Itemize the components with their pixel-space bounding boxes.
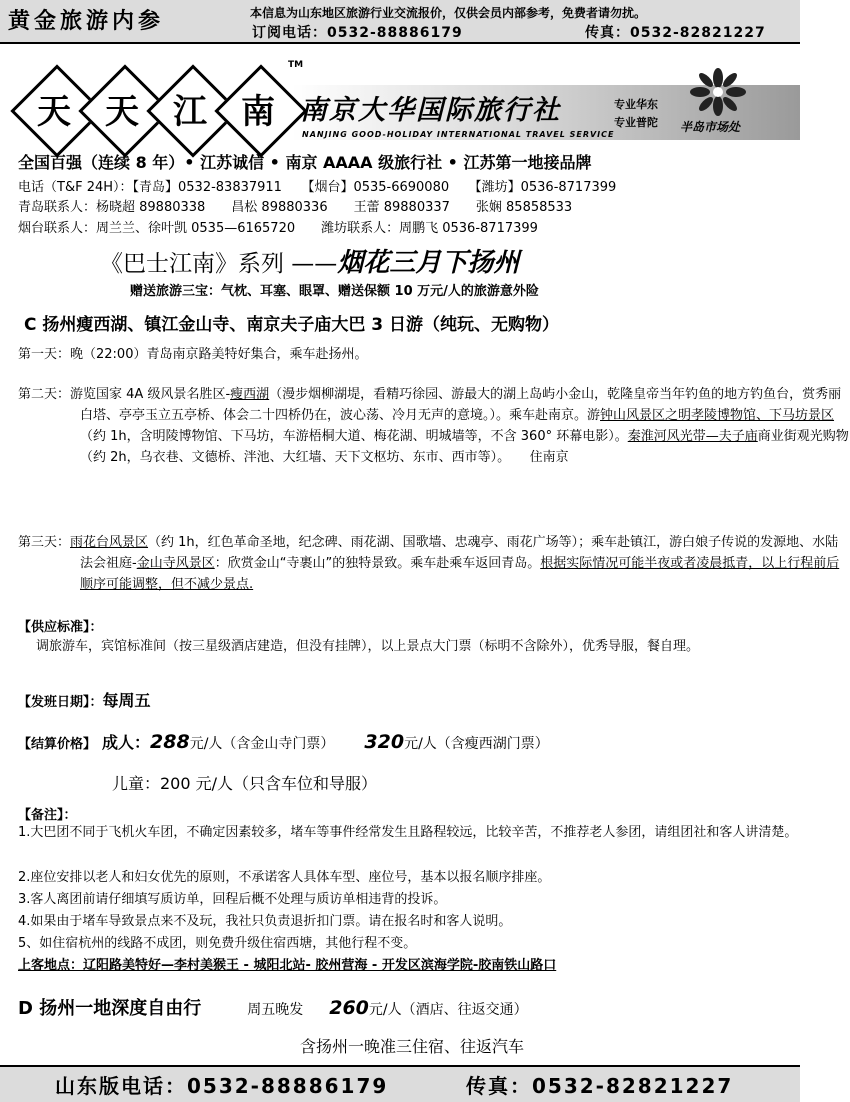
company-name-en: NANJING GOOD-HOLIDAY INTERNATIONAL TRAVEL SERVICE xyxy=(302,130,615,139)
note-item: 4.如果由于堵车导致景点来不及玩，我社只负责退折扣门票。请在报名时和客人说明。 xyxy=(18,914,512,929)
pricing-child: 儿童：200 元/人（只含车位和导服） xyxy=(112,774,378,793)
partner-name: 半岛市场处 xyxy=(680,120,741,134)
tagline-putuo: 专业普陀 xyxy=(614,116,658,129)
day2-spot: 钟山风景区之明孝陵博物馆、下马坊景区 xyxy=(600,408,835,423)
day3-spot: 雨花台风景区 xyxy=(70,535,149,550)
company-name: 南京大华国际旅行社 xyxy=(300,95,561,126)
tour-d-title: D 扬州一地深度自由行 xyxy=(18,998,202,1019)
day2-spot: 秦淮河风光带—夫子庙 xyxy=(627,429,758,444)
footer-phone: 山东版电话：0532-88886179 xyxy=(55,1074,389,1098)
day1: 第一天：晚（22:00）青岛南京路美特好集合，乘车赴扬州。 xyxy=(18,347,368,362)
tour-d-includes: 含扬州一晚准三住宿、往返汽车 xyxy=(300,1037,525,1056)
day2: 第二天：游览国家 4A 级风景名胜区-瘦西湖（漫步烟柳湖堤，看精巧徐园、游最大的湖上岛屿小金山，乾隆皇帝当年钓鱼的地方钓鱼台，赏秀丽白塔、亭亭玉立五亭桥、体会二十四桥仍在，波心荡、冷月无声的意境。）。乘车赴南京。游钟山风景区之明孝陵博物馆、下马坊景区（约 1h，含明陵博物馆、下马坊，车游梧桐大道、梅花湖、明城墙等，不含 360° 环幕电影）。秦淮河风光带—夫子庙商业街观光购物（约 2h，乌衣巷、文德桥、泮池、大红墙、天下文枢坊、东市、西市等）。 住南京 xyxy=(18,387,849,465)
day2-label: 第二天： xyxy=(18,387,71,402)
pickup-points: 上客地点：辽阳路美特好—李村美猴王 - 城阳北站- 胶州营海 - 开发区滨海学院-胶南铁山路口 xyxy=(18,958,557,973)
tagline-east-china: 专业华东 xyxy=(614,98,658,111)
header-phone: 订阅电话：0532-88886179 xyxy=(252,25,463,41)
tour-d-price: 260 xyxy=(329,997,369,1019)
header-notice: 本信息为山东地区旅游行业交流报价，仅供会员内部参考，免费者请勿扰。 xyxy=(250,6,647,20)
series-title: 烟花三月下扬州 xyxy=(337,248,520,278)
notes-label: 【备注】： xyxy=(18,808,77,823)
brand-char: 天 xyxy=(105,92,139,132)
day2-spot: 瘦西湖 xyxy=(230,387,270,402)
brand-char: 江 xyxy=(173,92,207,132)
phones-line: 电话（T&F 24H）：【青岛】0532-83837911 【烟台】0535-6690080 【潍坊】0536-8717399 xyxy=(18,180,617,195)
flower-icon xyxy=(690,68,746,116)
brand-char: 南 xyxy=(241,92,275,132)
departure: 【发班日期】：每周五 xyxy=(18,691,151,710)
qingdao-contacts: 青岛联系人：杨晓超 89880338 昌松 89880336 王蕾 89880337 张娴 85858533 xyxy=(18,200,573,215)
series-heading xyxy=(100,242,519,279)
gift-line: 赠送旅游三宝：气枕、耳塞、眼罩、赠送保额 10 万元/人的旅游意外险 xyxy=(130,284,539,299)
tour-d: D 扬州一地深度自由行 周五晚发 260元/人（酒店、往返交通） xyxy=(18,997,528,1019)
header-fax: 传真：0532-82821227 xyxy=(585,25,766,41)
adult-price: 320 xyxy=(364,731,405,753)
day3-label: 第三天： xyxy=(18,535,71,550)
pricing-adult: 【结算价格】 成人：288元/人（含金山寺门票） 320元/人（含瘦西湖门票） xyxy=(18,731,549,753)
supply-label: 【供应标准】： xyxy=(18,620,103,635)
note-item: 5、如住宿杭州的线路不成团，则免费升级住宿西塘，其他行程不变。 xyxy=(18,936,417,951)
tour-c-title: C 扬州瘦西湖、镇江金山寺、南京夫子庙大巴 3 日游（纯玩、无购物） xyxy=(24,315,560,335)
honors-line: 全国百强（连续 8 年）• 江苏诚信 • 南京 AAAA 级旅行社 • 江苏第一地接品牌 xyxy=(18,153,592,172)
day3-spot: 金山寺风景区 xyxy=(136,556,215,571)
note-item: 3.客人离团前请仔细填写质访单，回程后概不处理与质访单相违背的投诉。 xyxy=(18,892,447,907)
supply-text: 调旅游车，宾馆标准间（按三星级酒店建造，但没有挂牌），以上景点大门票（标明不含除外），优秀导服，餐自理。 xyxy=(36,639,700,654)
brand-logo xyxy=(12,68,302,148)
note-item: 1.大巴团不同于飞机火车团，不确定因素较多，堵车等事件经常发生且路程较远，比较辛苦，不推荐老人参团，请组团社和客人讲清楚。 xyxy=(18,825,798,840)
departure-value: 每周五 xyxy=(102,691,151,710)
day3-note: 根据实际情况可能半夜或者凌晨抵青，以上行程前后顺序可能调整，但不减少景点. xyxy=(80,556,840,592)
adult-price: 288 xyxy=(150,731,190,753)
day3: 第三天：雨花台风景区（约 1h，红色革命圣地，纪念碑、雨花湖、国歌墙、忠魂亭、雨花广场等）；乘车赴镇江，游白娘子传说的发源地、水陆法会祖庭-金山寺风景区：欣赏金山“寺裹山”的独特景致。乘车赴乘车返回青岛。根据实际情况可能半夜或者凌晨抵青，以上行程前后顺序可能调整，但不减少景点. xyxy=(18,535,840,592)
newsletter-title: 黄金旅游内参 xyxy=(8,9,165,34)
series-prefix: 《巴士江南》系列 —— xyxy=(100,251,338,277)
brand-char: 天 xyxy=(37,92,71,132)
note-item: 2.座位安排以老人和妇女优先的原则，不承诺客人具体车型、座位号，基本以报名顺序排座。 xyxy=(18,870,551,885)
yantai-contacts: 烟台联系人：周兰兰、徐叶凯 0535—6165720 潍坊联系人：周鹏飞 0536-8717399 xyxy=(18,221,538,236)
trademark: TM xyxy=(288,60,304,70)
footer-fax: 传真：0532-82821227 xyxy=(466,1074,734,1098)
